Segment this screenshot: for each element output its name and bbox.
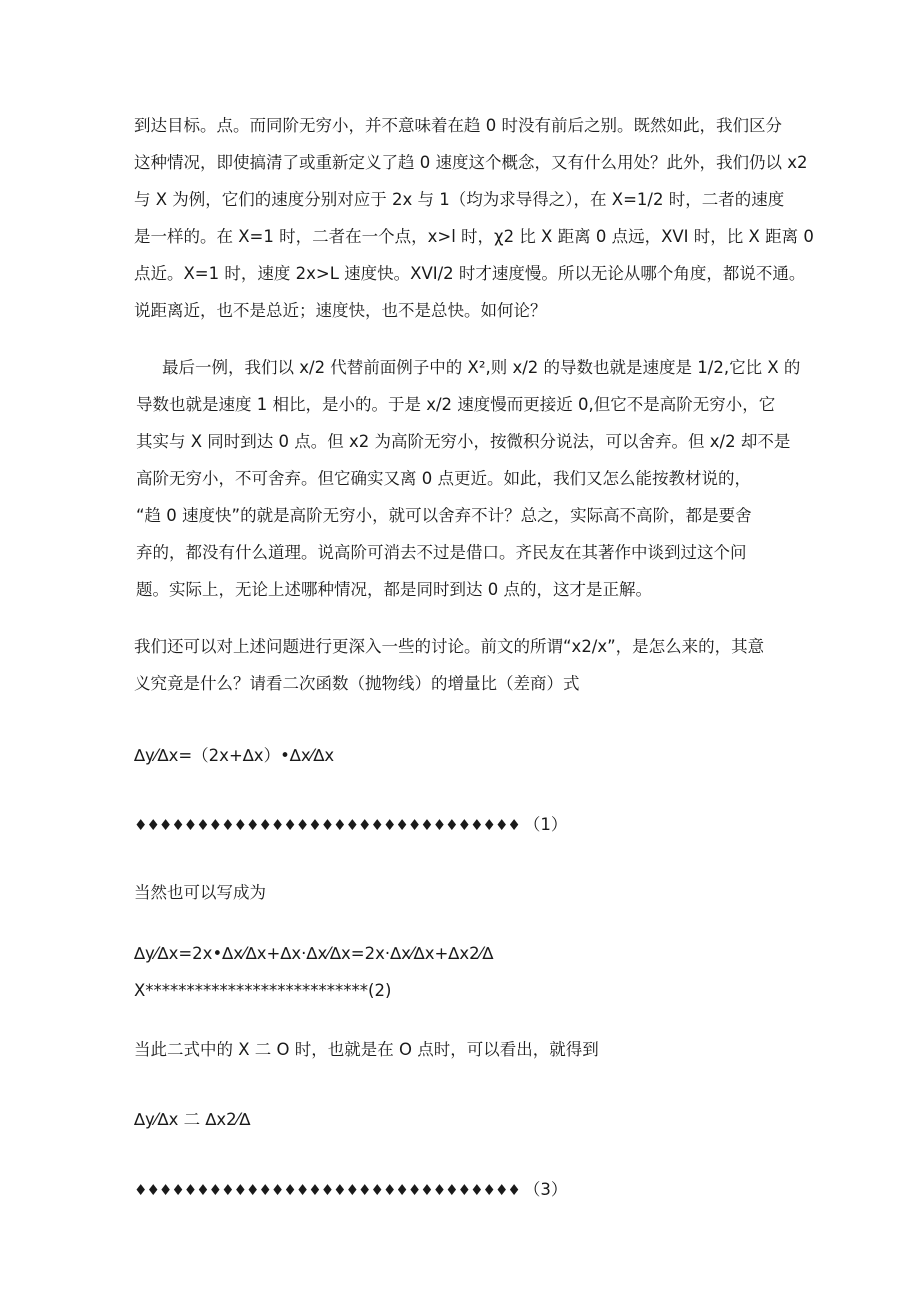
formula-1-dot-leader: ♦♦♦♦♦♦♦♦♦♦♦♦♦♦♦♦♦♦♦♦♦♦♦♦♦♦♦♦♦♦♦ <box>134 816 520 834</box>
formula-2-line-1: ∆y⁄∆x=2x•∆x⁄∆x+∆x·∆x⁄∆x=2x·∆x⁄∆x+∆x2⁄∆ <box>134 944 494 963</box>
paragraph-2-line-6: 弃的，都没有什么道理。说高阶可消去不过是借口。齐民友在其著作中谈到过这个问 <box>136 543 747 562</box>
paragraph-2-line-2: 导数也就是速度 1 相比，是小的。于是 x/2 速度慢而更接近 0,但它不是高阶无穷小，它 <box>136 395 776 414</box>
paragraph-3-line-2: 义究竟是什么？请看二次函数（抛物线）的增量比（差商）式 <box>134 674 580 693</box>
paragraph-2-line-3: 其实与 X 同时到达 0 点。但 x2 为高阶无穷小，按微积分说法，可以舍弃。但 x/2 却不是 <box>136 432 791 451</box>
formula-3-dot-leader: ♦♦♦♦♦♦♦♦♦♦♦♦♦♦♦♦♦♦♦♦♦♦♦♦♦♦♦♦♦♦♦ <box>134 1181 520 1199</box>
formula-1: ∆y⁄∆x=（2x+∆x）•∆x⁄∆x <box>134 746 335 765</box>
formula-3-label: （3） <box>523 1180 568 1199</box>
formula-3-number-row <box>134 1180 567 1200</box>
paragraph-2-line-5: “趋 0 速度快”的就是高阶无穷小，就可以舍弃不计？总之，实际高不高阶，都是要舍 <box>136 506 752 525</box>
text-when-x-zero: 当此二式中的 X 二 O 时，也就是在 O 点时，可以看出，就得到 <box>134 1040 599 1059</box>
paragraph-1-line-6: 说距离近，也不是总近；速度快，也不是总快。如何论？ <box>134 301 547 320</box>
paragraph-2-line-7: 题。实际上，无论上述哪种情况，都是同时到达 0 点的，这才是正解。 <box>136 580 652 599</box>
paragraph-2-line-4: 高阶无穷小，不可舍弃。但它确实又离 0 点更近。如此，我们又怎么能按教材说的， <box>136 469 751 488</box>
text-also-written: 当然也可以写成为 <box>134 883 266 902</box>
paragraph-3-line-1: 我们还可以对上述问题进行更深入一些的讨论。前文的所谓“x2/x”，是怎么来的，其意 <box>134 637 765 656</box>
paragraph-1-line-5: 点近。X=1 时，速度 2x>L 速度快。XVI/2 时才速度慢。所以无论从哪个角度，都说不通。 <box>134 264 806 283</box>
paragraph-1-line-2: 这种情况，即使搞清了或重新定义了趋 0 速度这个概念，又有什么用处？此外，我们仍以 x2 <box>134 153 808 172</box>
formula-1-number-row <box>134 815 567 835</box>
paragraph-2-line-1: 最后一例，我们以 x/2 代替前面例子中的 X²,则 x/2 的导数也就是速度是 1/2,它比 X 的 <box>162 358 801 377</box>
formula-3: ∆y⁄∆x 二 ∆x2⁄∆ <box>134 1110 251 1129</box>
paragraph-1-line-4: 是一样的。在 X=1 时，二者在一个点，x>l 时，χ2 比 X 距离 0 点远，XVI 时，比 X 距离 0 <box>134 227 814 246</box>
formula-1-label: （1） <box>523 815 568 834</box>
paragraph-1-line-1: 到达目标。点。而同阶无穷小，并不意味着在趋 0 时没有前后之别。既然如此，我们区分 <box>134 116 782 135</box>
paragraph-1-line-3: 与 X 为例，它们的速度分别对应于 2x 与 1（均为求导得之），在 X=1/2 时，二者的速度 <box>134 190 785 209</box>
formula-2-line-2: X***************************(2) <box>134 981 392 1000</box>
